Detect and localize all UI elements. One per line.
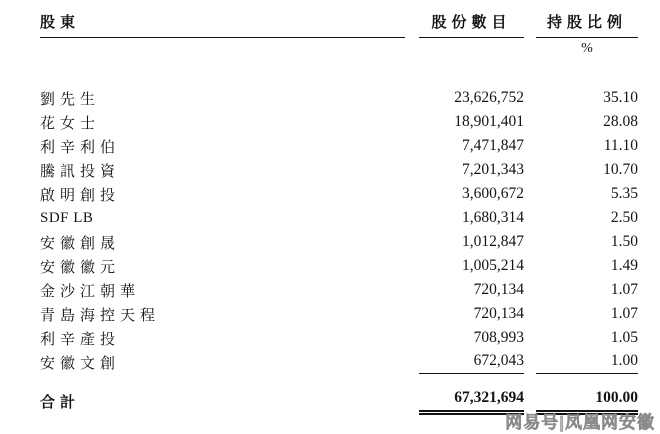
ratio-value: 1.50 <box>610 233 638 250</box>
shares-value: 720,134 <box>473 281 524 298</box>
table-row <box>40 206 638 230</box>
ratio-value: 2.50 <box>610 209 638 226</box>
shareholder-name: 利辛利伯 <box>40 139 121 156</box>
shares-value: 3,600,672 <box>462 185 524 202</box>
shares-value: 1,005,214 <box>462 257 524 274</box>
shareholder-name: 青島海控天程 <box>40 307 161 324</box>
shareholder-name: 安徽文創 <box>40 355 121 372</box>
shares-value: 1,012,847 <box>462 233 524 250</box>
shareholder-name: 金沙江朝華 <box>40 283 141 300</box>
shareholder-name: 安徽徽元 <box>40 259 121 276</box>
ratio-value: 1.07 <box>610 305 638 322</box>
ratio-unit-label: % <box>581 40 593 56</box>
total-ratio-value: 100.00 <box>536 388 638 415</box>
col-header-ratio: 持股比例 <box>536 11 638 38</box>
shareholder-name: 啟明創投 <box>40 187 121 204</box>
ratio-value: 11.10 <box>603 137 638 154</box>
site-watermark: 网易号|凤凰网安徽 <box>505 413 655 432</box>
shares-value: 23,626,752 <box>454 89 524 106</box>
col-header-shareholder: 股東 <box>40 11 405 38</box>
ratio-value: 1.00 <box>536 350 638 374</box>
table-row <box>40 230 638 254</box>
ratio-value: 1.49 <box>610 257 638 274</box>
shares-value: 1,680,314 <box>462 209 524 226</box>
total-shares-value: 67,321,694 <box>419 388 524 415</box>
shares-value: 7,201,343 <box>462 161 524 178</box>
shareholder-name: 花女士 <box>40 115 101 132</box>
table-row <box>40 278 638 302</box>
total-row <box>40 388 638 415</box>
table-row <box>40 326 638 350</box>
ratio-value: 5.35 <box>610 185 638 202</box>
table-row <box>40 302 638 326</box>
shareholding-table <box>40 14 638 415</box>
ratio-value: 1.05 <box>610 329 638 346</box>
table-header-row <box>40 14 638 38</box>
ratio-value: 10.70 <box>603 161 638 178</box>
table-row <box>40 134 638 158</box>
table-row <box>40 182 638 206</box>
table-row <box>40 350 638 374</box>
table-row <box>40 86 638 110</box>
table-row <box>40 254 638 278</box>
unit-row <box>40 38 638 59</box>
col-header-shares: 股份數目 <box>419 11 524 38</box>
shares-value: 720,134 <box>473 305 524 322</box>
table-row <box>40 110 638 134</box>
shares-value: 708,993 <box>473 329 524 346</box>
shares-value: 672,043 <box>419 350 524 374</box>
ratio-value: 35.10 <box>603 89 638 106</box>
shareholder-name: 利辛產投 <box>40 331 121 348</box>
shareholder-name: 劉先生 <box>40 91 101 108</box>
shareholder-name: SDF LB <box>40 209 94 226</box>
ratio-value: 28.08 <box>603 113 638 130</box>
shares-value: 18,901,401 <box>454 113 524 130</box>
total-label: 合計 <box>40 395 81 411</box>
ratio-value: 1.07 <box>610 281 638 298</box>
shareholder-name: 安徽創晟 <box>40 235 121 252</box>
table-body <box>40 86 638 374</box>
shares-value: 7,471,847 <box>462 137 524 154</box>
table-row <box>40 158 638 182</box>
shareholder-name: 騰訊投資 <box>40 163 121 180</box>
